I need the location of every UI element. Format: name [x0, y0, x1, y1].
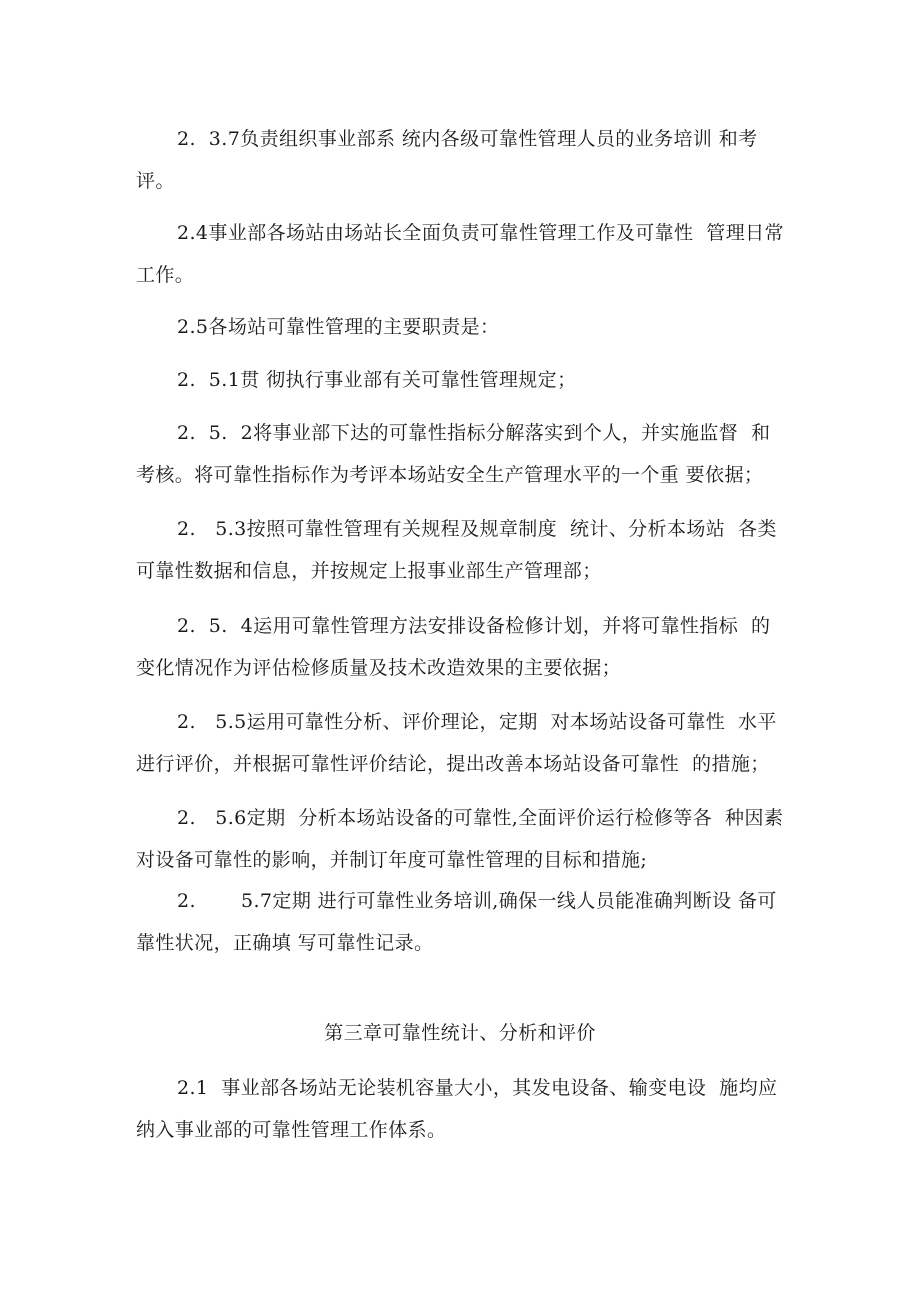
paragraph-2-5-1: 2. 5.1贯 彻执行事业部有关可靠性管理规定；: [177, 369, 577, 391]
paragraph-2-5-2: 2. 5. 2将事业部下达的可靠性指标分解落实到个人，并实施监督 和考核。将可靠性指标作为考评本场站安全生产管理水平的一个重 要依据；: [136, 422, 771, 486]
paragraph-2-4: 2.4事业部各场站由场站长全面负责可靠性管理工作及可靠性 管理日常工作。: [136, 222, 784, 286]
chapter-heading: 第三章可靠性统计、分析和评价: [324, 1022, 596, 1044]
paragraph-2-5: 2.5各场站可靠性管理的主要职责是：: [177, 316, 500, 338]
paragraph-2-5-4: 2. 5. 4运用可靠性管理方法安排设备检修计划，并将可靠性指标 的变化情况作为评估检修质量及技术改造效果的主要依据；: [136, 615, 771, 679]
paragraph-2-5-5: 2. 5.5运用可靠性分析、评价理论，定期 对本场站设备可靠性 水平进行评价，并根据可靠性评价结论，提出改善本场站设备可靠性 的措施；: [136, 711, 777, 775]
paragraph-2-5-3: 2. 5.3按照可靠性管理有关规程及规章制度 统计、分析本场站 各类可靠性数据和信息，并按规定上报事业部生产管理部；: [136, 518, 777, 582]
paragraph-2-3-7: 2. 3.7负责组织事业部系 统内各级可靠性管理人员的业务培训 和考评。: [136, 128, 758, 192]
paragraph-2-5-7: 2. 5.7定期 进行可靠性业务培训,确保一线人员能准确判断设 备可靠性状况，正确填 写可靠性记录。: [136, 890, 777, 954]
paragraph-2-5-6: 2. 5.6定期 分析本场站设备的可靠性,全面评价运行检修等各 种因素对设备可靠性的影响，并制订年度可靠性管理的目标和措施;: [136, 807, 784, 871]
paragraph-3-2-1: 2.1 事业部各场站无论装机容量大小，其发电设备、输变电设 施均应纳入事业部的可靠性管理工作体系。: [136, 1077, 778, 1141]
